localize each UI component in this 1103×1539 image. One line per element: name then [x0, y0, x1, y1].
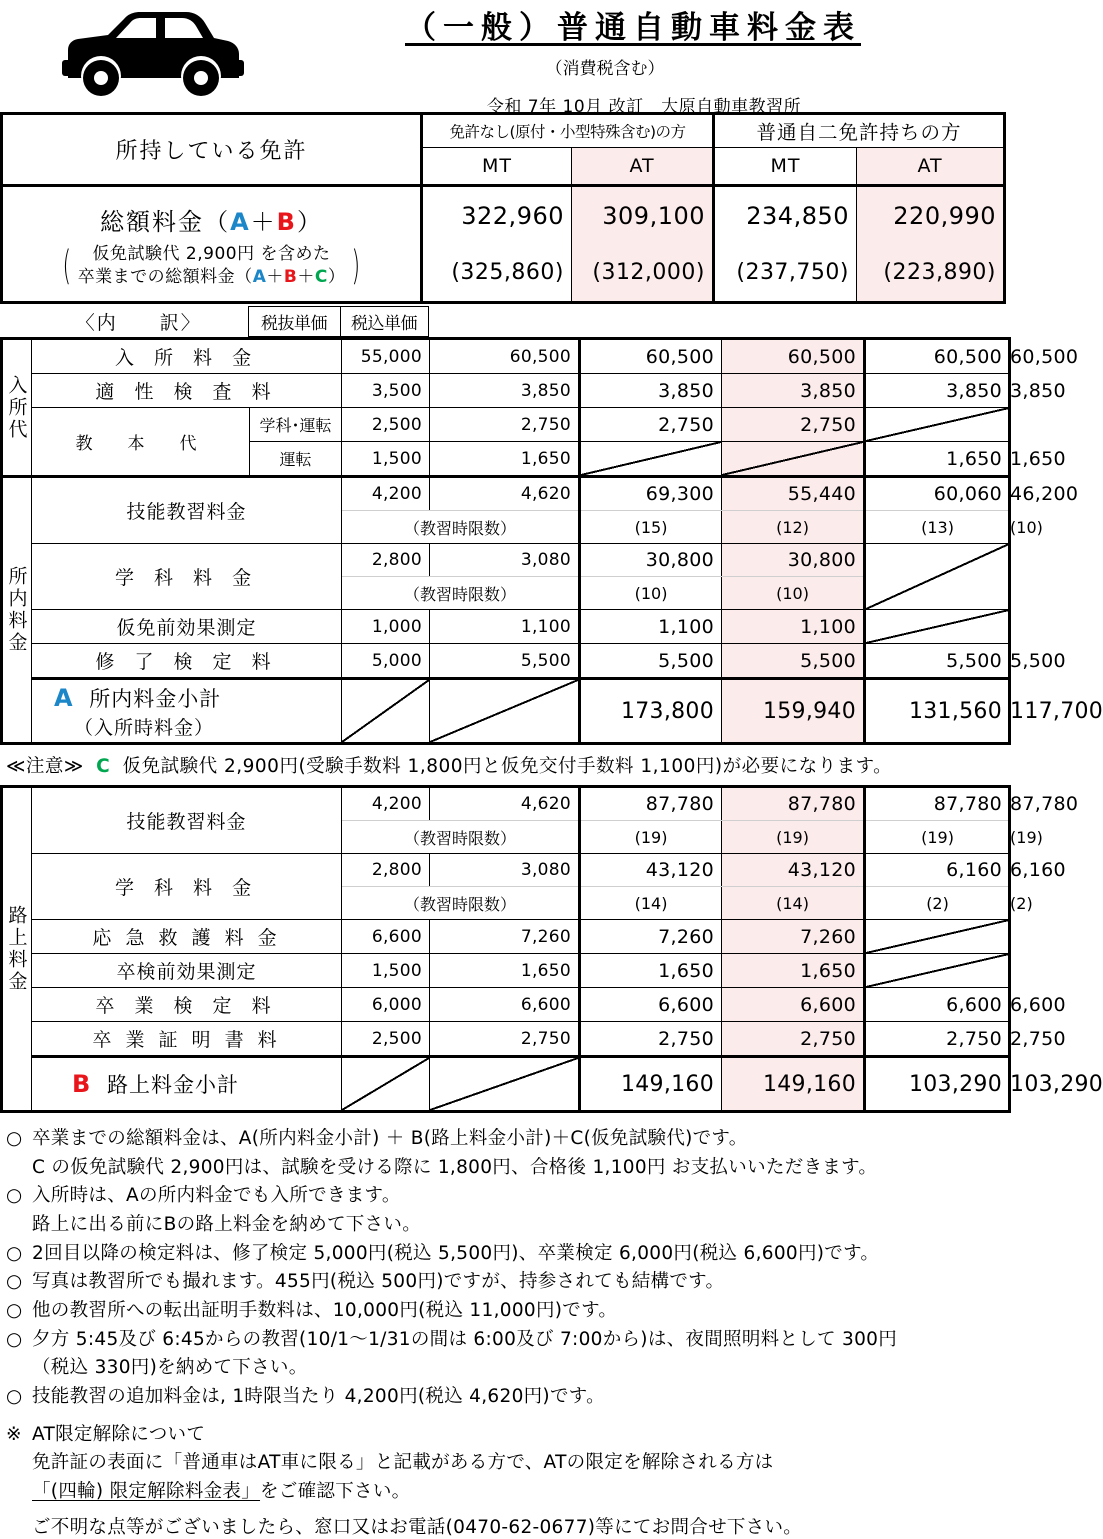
footnote-text: 写真は教習所でも撮れます。455円(税込 500円)ですが、持参されても結構です。 — [32, 1271, 725, 1293]
badge-b: B — [276, 207, 297, 236]
value-nolicense-at: 6,600 — [722, 988, 865, 1022]
value-moto-mt: 60,060 — [865, 477, 1010, 511]
subtotal-b-nolicense-at: 149,160 — [722, 1057, 865, 1112]
unit-excl: 55,000 — [342, 339, 430, 374]
subtotal-a-nolicense-mt: 173,800 — [580, 679, 722, 744]
row-b-classroom-hours: （教習時限数） (14) (14) (2) (2) — [2, 887, 1010, 920]
subtotal-a-unit-excl-na — [342, 679, 430, 744]
value-nolicense-at: 60,500 — [722, 339, 865, 374]
row-label-textbook: 教 本 代 — [32, 408, 250, 477]
unit-excl: 6,000 — [342, 988, 430, 1022]
row-pre-provisional-test — [2, 610, 1010, 644]
unit-incl: 5,500 — [430, 644, 580, 679]
bullet-circle-icon: ○ — [6, 1271, 23, 1293]
summary-group-header-row — [2, 114, 1005, 148]
footnote-item — [6, 1268, 997, 1297]
unit-incl: 2,750 — [430, 408, 580, 442]
row-label: 応 急 救 護 料 金 — [32, 920, 342, 954]
unit-excl: 2,800 — [342, 854, 430, 887]
caution-badge-c: C — [96, 756, 111, 777]
footnote-subtext: （税込 330円)を納めて下さい。 — [32, 1357, 308, 1379]
caption-spacer-right — [428, 307, 1003, 337]
hours-moto-mt: (19) — [865, 821, 1010, 854]
value-nolicense-at: 7,260 — [722, 920, 865, 954]
unit-excl: 5,000 — [342, 644, 430, 679]
row-label: 卒検前効果測定 — [32, 954, 342, 988]
hours-nolicense-at: (10) — [722, 577, 865, 610]
footnote-item — [6, 1326, 997, 1355]
total-label-cell — [2, 186, 422, 303]
value-nolicense-at: 30,800 — [722, 544, 865, 577]
subtotal-a-label: 所内料金小計 — [89, 686, 222, 711]
value-nolicense-mt: 6,600 — [580, 988, 722, 1022]
total-withc-moto-at: (223,890) — [857, 244, 1005, 303]
row-classroom-amount — [2, 544, 1010, 577]
unit-excl: 1,500 — [342, 954, 430, 988]
sub-label: 運転 — [250, 442, 342, 477]
group-label-nyushodai: 入所代 — [2, 339, 32, 477]
unit-excl: 1,500 — [342, 442, 430, 477]
group-label-rojo: 路上料金 — [2, 787, 32, 1112]
hours-nolicense-at: (14) — [722, 887, 865, 920]
subtotal-a-moto-mt: 131,560 — [865, 679, 1010, 744]
at-release-line2 — [6, 1478, 997, 1507]
unit-excl: 1,000 — [342, 610, 430, 644]
total-value-nolicense-mt: 322,960 — [422, 186, 572, 245]
subtotal-b-nolicense-mt: 149,160 — [580, 1057, 722, 1112]
row-label: 技能教習料金 — [32, 787, 342, 854]
footnote-item — [6, 1240, 997, 1269]
row-label: 卒 業 検 定 料 — [32, 988, 342, 1022]
row-skill-training-amount: 所内料金 技能教習料金 4,200 4,620 69,300 55,440 60,060 46,200 — [2, 477, 1010, 511]
row-textbook-unten: 運転 1,500 1,650 1,650 1,650 — [2, 442, 1010, 477]
page-header — [0, 0, 1003, 117]
unit-incl: 1,650 — [430, 954, 580, 988]
value-nolicense-mt: 2,750 — [580, 1022, 722, 1057]
subtotal-a-badge: A — [54, 683, 74, 712]
section-b-table — [0, 785, 1103, 1113]
unit-incl: 60,500 — [430, 339, 580, 374]
row-label: 技能教習料金 — [32, 477, 342, 544]
footnote-text: 夕方 5:45及び 6:45からの教習(10/1～1/31の間は 6:00及び 7:00から)は、夜間照明料として 300円 — [32, 1328, 898, 1350]
row-textbook-gakka-unten — [2, 408, 1010, 442]
subtotal-a-sublabel: （入所時料金） — [74, 716, 215, 739]
hours-nolicense-at: (19) — [722, 821, 865, 854]
hours-moto-mt: (2) — [865, 887, 1010, 920]
value-moto-mt: 1,650 — [865, 442, 1010, 477]
row-aptitude-test: 適 性 検 査 料 3,500 3,850 3,850 3,850 3,850 3,850 — [2, 374, 1010, 408]
value-moto-mt: 2,750 — [865, 1022, 1010, 1057]
bullet-circle-icon: ○ — [6, 1242, 23, 1264]
unit-incl: 7,260 — [430, 920, 580, 954]
footnote-subtext: C の仮免試験代 2,900円は、試験を受ける際に 1,800円、合格後 1,100円 お支払いいただきます。 — [32, 1156, 878, 1178]
hours-nolicense-mt: (19) — [580, 821, 722, 854]
unit-excl: 2,800 — [342, 544, 430, 577]
subtotal-b-unit-incl-na — [430, 1057, 580, 1112]
bracket-right: ) — [351, 242, 361, 289]
unit-excl: 4,200 — [342, 477, 430, 511]
unit-excl: 2,500 — [342, 1022, 430, 1057]
value-moto-mt-unavailable — [865, 920, 1010, 954]
footnote-text: 卒業までの総額料金は、A(所内料金小計) ＋ B(路上料金小計)＋C(仮免試験代)です。 — [32, 1128, 748, 1149]
hours-nolicense-mt: (14) — [580, 887, 722, 920]
value-moto-mt-unavailable — [865, 408, 1010, 442]
row-label: 仮免前効果測定 — [32, 610, 342, 644]
hours-label: （教習時限数） — [342, 887, 580, 920]
row-label: 学 科 料 金 — [32, 854, 342, 920]
value-nolicense-mt: 7,260 — [580, 920, 722, 954]
hours-label: （教習時限数） — [342, 511, 580, 544]
total-withc-nolicense-at: (312,000) — [572, 244, 714, 303]
value-nolicense-at: 1,650 — [722, 954, 865, 988]
col-mt-2: MT — [714, 148, 857, 186]
value-nolicense-at: 5,500 — [722, 644, 865, 679]
value-nolicense-mt: 1,100 — [580, 610, 722, 644]
row-b-graduation-exam: 卒 業 検 定 料 6,000 6,600 6,600 6,600 6,600 6,600 — [2, 988, 1010, 1022]
subtotal-a-label-cell — [32, 679, 342, 744]
row-subtotal-a: A 所内料金小計 （入所時料金） 173,800 159,940 131,560 117,700 — [2, 679, 1010, 744]
value-nolicense-at: 2,750 — [722, 408, 865, 442]
asterisk-icon: ※ — [6, 1423, 22, 1445]
at-release-link[interactable]: 「(四輪) 限定解除料金表」 — [32, 1481, 261, 1503]
bullet-circle-icon: ○ — [6, 1185, 23, 1207]
page-title: （一般）普通自動車料金表 — [405, 10, 861, 46]
footnote-item — [6, 1182, 997, 1211]
value-nolicense-at: 2,750 — [722, 1022, 865, 1057]
row-b-skill-training-hours: （教習時限数） (19) (19) (19) (19) — [2, 821, 1010, 854]
subtotal-a-nolicense-at: 159,940 — [722, 679, 865, 744]
row-completion-exam: 修 了 検 定 料 5,000 5,500 5,500 5,500 5,500 5,500 — [2, 644, 1010, 679]
subtotal-b-badge: B — [72, 1070, 92, 1098]
row-label: 入 所 料 金 — [32, 339, 342, 374]
value-moto-mt: 60,500 — [865, 339, 1010, 374]
unit-incl: 4,620 — [430, 477, 580, 511]
at-release-line1: 免許証の表面に「普通車はAT車に限る」と記載がある方で、ATの限定を解除される方は — [32, 1452, 774, 1474]
row-subtotal-b: B 路上料金小計 149,160 149,160 103,290 103,290 — [2, 1057, 1010, 1112]
value-moto-mt-unavailable — [865, 610, 1010, 644]
unit-incl: 1,100 — [430, 610, 580, 644]
unit-excl: 4,200 — [342, 787, 430, 821]
subtotal-a-unit-incl-na — [430, 679, 580, 744]
row-label: 修 了 検 定 料 — [32, 644, 342, 679]
badge-a: A — [230, 207, 251, 236]
hours-label: （教習時限数） — [342, 577, 580, 610]
value-nolicense-at: 3,850 — [722, 374, 865, 408]
value-nolicense-mt: 3,850 — [580, 374, 722, 408]
value-moto-mt-unavailable — [865, 954, 1010, 988]
unit-incl: 3,080 — [430, 854, 580, 887]
footnote-item — [6, 1125, 997, 1154]
hours-nolicense-at: (12) — [722, 511, 865, 544]
value-moto-mt: 3,850 — [865, 374, 1010, 408]
caution-text: 仮免試験代 2,900円(受験手数料 1,800円と仮免交付手数料 1,100円)が必要になります。 — [122, 756, 893, 777]
group-motorcycle-header: 普通自二免許持ちの方 — [714, 114, 1005, 148]
value-nolicense-at: 87,780 — [722, 787, 865, 821]
total-withc-nolicense-mt: (325,860) — [422, 244, 572, 303]
footnote-text: 技能教習の追加料金は, 1時限当たり 4,200円(税込 4,620円)です。 — [32, 1386, 605, 1408]
at-release-title: AT限定解除について — [32, 1423, 206, 1445]
summary-total-row — [2, 186, 1005, 245]
unit-excl: 6,600 — [342, 920, 430, 954]
value-moto-mt-unavailable — [865, 544, 1010, 610]
footnote-text: 入所時は、Aの所内料金でも入所できます。 — [32, 1185, 401, 1207]
total-note-line2: 卒業までの総額料金（A＋B＋C） — [77, 266, 346, 287]
row-b-first-aid — [2, 920, 1010, 954]
col-at-2: AT — [857, 148, 1005, 186]
at-release-line2-rest: をご確認下さい。 — [260, 1481, 411, 1503]
subtotal-b-label-cell — [32, 1057, 342, 1112]
unit-incl: 3,850 — [430, 374, 580, 408]
subtotal-b-unit-excl-na — [342, 1057, 430, 1112]
unit-incl: 1,650 — [430, 442, 580, 477]
value-moto-mt: 87,780 — [865, 787, 1010, 821]
row-label: 学 科 料 金 — [32, 544, 342, 610]
unit-incl-tax-header: 税込単価 — [340, 307, 428, 337]
page-subtitle: （消費税含む） — [545, 59, 665, 79]
contact-line: ご不明な点等がございましたら、窓口又はお電話(0470-62-0677)等にてお問合せ下さい。 — [32, 1516, 803, 1538]
value-nolicense-mt: 30,800 — [580, 544, 722, 577]
breakdown-caption-label: 〈内 訳〉 — [75, 312, 202, 334]
subtotal-b-label: 路上料金小計 — [106, 1073, 239, 1097]
total-withc-moto-mt: (237,750) — [714, 244, 857, 303]
hours-nolicense-mt: (10) — [580, 577, 722, 610]
breakdown-caption-row — [0, 306, 1003, 337]
hours-label: （教習時限数） — [342, 821, 580, 854]
value-nolicense-at: 43,120 — [722, 854, 865, 887]
unit-incl: 4,620 — [430, 787, 580, 821]
value-nolicense-mt: 69,300 — [580, 477, 722, 511]
total-note-line1: 仮免試験代 2,900円 を含めた — [92, 243, 331, 264]
value-nolicense-mt: 43,120 — [580, 854, 722, 887]
unit-incl: 3,080 — [430, 544, 580, 577]
value-moto-mt: 6,160 — [865, 854, 1010, 887]
group-no-license-header: 免許なし(原付・小型特殊含む)の方 — [422, 114, 714, 148]
total-value-moto-mt: 234,850 — [714, 186, 857, 245]
footnote-text: 他の教習所への転出証明手数料は、10,000円(税込 11,000円)です。 — [32, 1300, 618, 1322]
row-b-skill-training-amount: 路上料金 技能教習料金 4,200 4,620 87,780 87,780 87,780 87,780 — [2, 787, 1010, 821]
value-nolicense-mt: 87,780 — [580, 787, 722, 821]
value-nolicense-mt-unavailable — [580, 442, 722, 477]
total-note — [3, 243, 420, 289]
revision-line: 令和 7年 10月 改訂 大原自動車教習所 — [486, 97, 802, 117]
section-a-table — [0, 337, 1103, 745]
unit-incl: 6,600 — [430, 988, 580, 1022]
caution-line — [0, 745, 1003, 785]
unit-excl: 3,500 — [342, 374, 430, 408]
total-value-moto-at: 220,990 — [857, 186, 1005, 245]
total-value-nolicense-at: 309,100 — [572, 186, 714, 245]
group-label-shonai: 所内料金 — [2, 477, 32, 744]
value-nolicense-mt: 5,500 — [580, 644, 722, 679]
hours-nolicense-mt: (15) — [580, 511, 722, 544]
bullet-circle-icon: ○ — [6, 1300, 23, 1322]
bullet-circle-icon: ○ — [6, 1128, 23, 1149]
row-b-pre-graduation-test — [2, 954, 1010, 988]
value-nolicense-mt: 1,650 — [580, 954, 722, 988]
hours-moto-mt: (13) — [865, 511, 1010, 544]
caption-spacer — [0, 307, 30, 337]
unit-excl: 2,500 — [342, 408, 430, 442]
value-nolicense-at-unavailable — [722, 442, 865, 477]
value-nolicense-mt: 2,750 — [580, 408, 722, 442]
unit-incl: 2,750 — [430, 1022, 580, 1057]
caution-prefix: ≪注意≫ — [6, 756, 84, 777]
bullet-circle-icon: ○ — [6, 1328, 23, 1350]
car-icon — [38, 8, 253, 100]
footnote-text: 2回目以降の検定料は、修了検定 5,000円(税込 5,500円)、卒業検定 6,000円(税込 6,600円)です。 — [32, 1242, 880, 1264]
footnote-subtext: 路上に出る前にBの路上料金を納めて下さい。 — [32, 1214, 421, 1236]
value-nolicense-at: 1,100 — [722, 610, 865, 644]
col-at-1: AT — [572, 148, 714, 186]
subtotal-b-moto-mt: 103,290 — [865, 1057, 1010, 1112]
total-label: 総額料金（A＋B） — [100, 207, 323, 236]
row-label: 卒 業 証 明 書 料 — [32, 1022, 342, 1057]
row-label: 適 性 検 査 料 — [32, 374, 342, 408]
bracket-left: ( — [62, 242, 72, 289]
bullet-circle-icon: ○ — [6, 1386, 23, 1408]
summary-table — [0, 112, 1006, 304]
summary-row-header-label: 所持している免許 — [2, 114, 422, 186]
value-moto-mt: 6,600 — [865, 988, 1010, 1022]
at-release-note — [6, 1421, 997, 1450]
value-nolicense-mt: 60,500 — [580, 339, 722, 374]
sub-label: 学科･運転 — [250, 408, 342, 442]
row-b-graduation-certificate: 卒 業 証 明 書 料 2,500 2,750 2,750 2,750 2,750 2,750 — [2, 1022, 1010, 1057]
row-skill-training-hours: （教習時限数） (15) (12) (13) (10) — [2, 511, 1010, 544]
row-entrance-fee: 入所代 入 所 料 金 55,000 60,500 60,500 60,500 60,500 60,500 — [2, 339, 1010, 374]
footnote-item — [6, 1297, 997, 1326]
footnotes — [0, 1125, 1003, 1539]
value-nolicense-at: 55,440 — [722, 477, 865, 511]
unit-excl-tax-header: 税抜単価 — [248, 307, 340, 337]
col-mt-1: MT — [422, 148, 572, 186]
footnote-item — [6, 1383, 997, 1412]
row-b-classroom-amount: 学 科 料 金 2,800 3,080 43,120 43,120 6,160 6,160 — [2, 854, 1010, 887]
value-moto-mt: 5,500 — [865, 644, 1010, 679]
footnote-gap — [6, 1412, 997, 1421]
